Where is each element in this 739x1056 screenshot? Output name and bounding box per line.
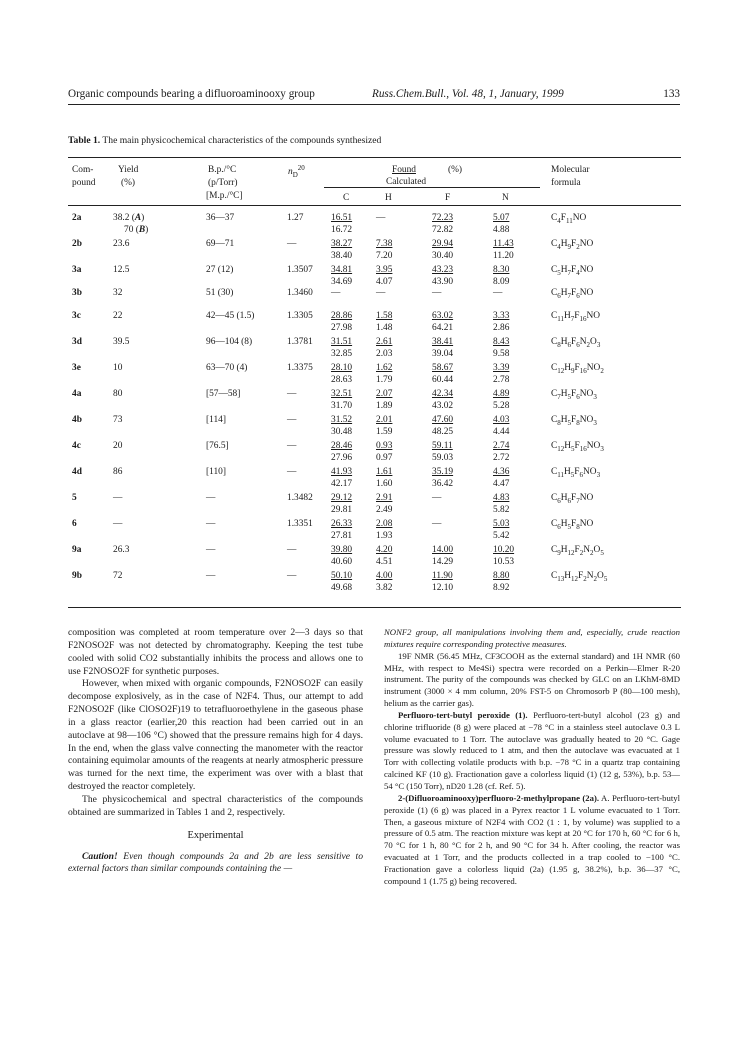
cell-calc-n: 10.53 [493, 557, 515, 567]
cell-found-c: 38.27 [331, 239, 353, 249]
cell-molecular-formula: $C_7H_5F_6NO_3$ [551, 389, 597, 401]
cell-found-c: 29.12 [331, 493, 353, 503]
header-bp-3: [M.p./°C] [206, 191, 243, 201]
cell-calc-c: 49.68 [331, 583, 353, 593]
header-bp-2: (p/Torr) [208, 178, 238, 188]
cell-found-c: — [331, 288, 341, 298]
header-h: H [385, 193, 392, 203]
cell-molecular-formula: $C_{13}H_{12}F_2N_2O_5$ [551, 571, 608, 583]
left-paragraph-2: However, when mixed with organic compounds, F2NOSO2F can easily decompose explosively, as in the case of N2F4. Thus, our attempt to add F2NOSO2F (like ClOSO2F)19 to tetrafluoroethylene in the gaseous phase in a glass reactor (earlier,20 this reaction had been carried out in an autoclave at 98—106 °C) showed that the pressure remains high for 4 days. In the end, when the glass valve connecting the manometer with the reactor containing equimolar amounts of the reagents at nearly atmospheric pressure was turned for the next time, the experiment was over with a blast that destroyed the reactor completely. [68, 678, 363, 793]
cell-found-f: 63.02 [432, 311, 454, 321]
cell-compound-id: 2b [72, 239, 82, 249]
cell-found-h: 1.62 [376, 363, 393, 373]
cell-calc-n: 5.28 [493, 401, 510, 411]
cell-calc-f: 36.42 [432, 479, 454, 489]
cell-refractive-index: 1.3781 [287, 337, 313, 347]
cell-calc-n: 2.72 [493, 453, 510, 463]
header-compound-1: Com- [72, 165, 94, 175]
header-f: F [445, 193, 451, 203]
cell-calc-n: 2.86 [493, 323, 510, 333]
cell-calc-n: 11.20 [493, 251, 514, 261]
cell-molecular-formula: $C_6H_6F_7NO$ [551, 493, 594, 505]
cell-calc-c: 28.63 [331, 375, 353, 385]
cell-compound-id: 6 [72, 519, 77, 529]
cell-calc-f: 43.90 [432, 277, 454, 287]
header-formula-1: Molecular [551, 165, 590, 175]
cell-calc-c: 27.96 [331, 453, 353, 463]
cell-found-n: 8.43 [493, 337, 510, 347]
cell-calc-n: 8.09 [493, 277, 510, 287]
cell-found-c: 28.46 [331, 441, 353, 451]
cell-boiling-point: 36—37 [206, 213, 235, 223]
table-caption-text: The main physicochemical characteristics of the compounds synthesized [102, 135, 382, 146]
cell-refractive-index: 1.3375 [287, 363, 313, 373]
cell-boiling-point: 63—70 (4) [206, 363, 248, 373]
left-column [68, 627, 363, 876]
cell-calc-c: 40.60 [331, 557, 353, 567]
cell-boiling-point: [110] [206, 467, 226, 477]
cell-calc-c: 34.69 [331, 277, 353, 287]
cell-yield: 73 [113, 415, 123, 425]
cell-yield: 72 [113, 571, 123, 581]
cell-boiling-point: — [206, 571, 216, 581]
cell-calc-h: 1.48 [376, 323, 393, 333]
right-paragraph-2: 19F NMR (56.45 MHz, CF3COOH as the external standard) and 1H NMR (60 MHz, with respect to Me4Si) spectra were recorded on a Perkin—Elmer R-20 instrument. The purity of the compounds was checked by GLC on an LKhM-8MD instrument (3000 × 4 mm column, 20% FST-5 on Chromosorb P (80—100 mesh), helium as the carrier gas). [384, 650, 680, 709]
cell-refractive-index: — [287, 389, 297, 399]
cell-compound-id: 4a [72, 389, 82, 399]
cell-yield: — [113, 493, 123, 503]
cell-calc-c: 16.72 [331, 225, 353, 235]
cell-refractive-index: 1.3351 [287, 519, 313, 529]
cell-calc-h: 1.89 [376, 401, 393, 411]
cell-calc-n: 4.47 [493, 479, 510, 489]
cell-found-h: 2.07 [376, 389, 393, 399]
cell-calc-f: 72.82 [432, 225, 454, 235]
cell-found-h: 2.91 [376, 493, 393, 503]
cell-refractive-index: — [287, 415, 297, 425]
table-found-rule [324, 187, 540, 188]
cell-molecular-formula: $C_4H_9F_2NO$ [551, 239, 594, 251]
cell-compound-id: 9a [72, 545, 82, 555]
cell-found-f: 14.00 [432, 545, 454, 555]
cell-calc-f: 14.29 [432, 557, 454, 567]
header-yield-2: (%) [121, 178, 136, 188]
cell-boiling-point: 27 (12) [206, 265, 234, 275]
cell-compound-id: 9b [72, 571, 82, 581]
cell-molecular-formula: $C_{11}H_5F_6NO_3$ [551, 467, 601, 479]
left-paragraph-3: The physicochemical and spectral characteristics of the compounds obtained are summarized in Tables 1 and 2, respectively. [68, 793, 363, 818]
cell-boiling-point: 69—71 [206, 239, 235, 249]
cell-refractive-index: 1.27 [287, 213, 304, 223]
cell-calc-h: 3.82 [376, 583, 393, 593]
cell-calc-h: 7.20 [376, 251, 393, 261]
cell-calc-n: 4.44 [493, 427, 510, 437]
cell-found-n: 5.03 [493, 519, 510, 529]
cell-compound-id: 2a [72, 213, 82, 223]
cell-calc-c: 42.17 [331, 479, 353, 489]
cell-found-c: 50.10 [331, 571, 353, 581]
cell-found-f: 43.23 [432, 265, 454, 275]
running-header [68, 88, 680, 105]
cell-calc-n: 9.58 [493, 349, 510, 359]
cell-calc-n: 8.92 [493, 583, 510, 593]
cell-calc-c: 27.81 [331, 531, 353, 541]
running-title: Organic compounds bearing a difluoroaminooxy group [68, 88, 315, 100]
cell-refractive-index: 1.3460 [287, 288, 313, 298]
cell-calc-h: 0.97 [376, 453, 393, 463]
cell-calc-n: 2.78 [493, 375, 510, 385]
cell-compound-id: 3c [72, 311, 81, 321]
cell-molecular-formula: $C_{11}H_7F_{16}NO$ [551, 311, 601, 323]
section-heading: Experimental [187, 829, 244, 841]
cell-found-n: 2.74 [493, 441, 510, 451]
cell-yield: — [113, 519, 123, 529]
header-n: N [502, 193, 509, 203]
cell-calc-f: 39.04 [432, 349, 454, 359]
cell-calc-h: 2.49 [376, 505, 393, 515]
cell-yield: 38.2 (A) [113, 213, 145, 223]
cell-calc-h: 4.51 [376, 557, 393, 567]
cell-found-c: 31.51 [331, 337, 353, 347]
cell-yield: 22 [113, 311, 123, 321]
cell-found-n: 4.83 [493, 493, 510, 503]
cell-found-c: 16.51 [331, 213, 353, 223]
cell-found-h: 7.38 [376, 239, 393, 249]
cell-refractive-index: 1.3507 [287, 265, 313, 275]
cell-calc-h: 4.07 [376, 277, 393, 287]
cell-found-f: 38.41 [432, 337, 454, 347]
cell-found-c: 31.52 [331, 415, 353, 425]
cell-found-h: 1.61 [376, 467, 393, 477]
cell-refractive-index: — [287, 467, 297, 477]
header-refractive-index: $n_D^{20}$ [288, 164, 305, 179]
cell-compound-id: 5 [72, 493, 77, 503]
cell-calc-n: 5.82 [493, 505, 510, 515]
right-paragraph-4: 2-(Difluoroaminooxy)perfluoro-2-methylpropane (2a). A. Perfluoro-tert-butyl peroxide (1) (6 g) was placed in a Pyrex reactor 1 L volume evacuated to 1 Torr. Then, a gaseous mixture of N2F4 with CO2 (1 : 1, by volume) was supplied to a pressure of 0.5 atm. The reaction mixture was kept at 20 °C for 170 h, 60 °C for 6 h, 70 °C for 1 h, 80 °C for 2 h, and 90 °C for 34 h. After cooling, the reactor was evacuated at 1 Torr, and the products collected in a trap cooled to −100 °C. Fractionation gave a colorless liquid (2a) (1.95 g, 38.2%), b.p. 36—37 °C, compound 1 (1.75 g) being recovered. [384, 792, 680, 886]
cell-found-n: — [493, 288, 503, 298]
cell-yield: 12.5 [113, 265, 130, 275]
cell-refractive-index: — [287, 545, 297, 555]
cell-compound-id: 3e [72, 363, 81, 373]
cell-yield: 23.6 [113, 239, 130, 249]
cell-yield: 10 [113, 363, 123, 373]
cell-found-f: 42.34 [432, 389, 454, 399]
cell-calc-c: 27.98 [331, 323, 353, 333]
cell-boiling-point: — [206, 545, 216, 555]
cell-calc-c: 29.81 [331, 505, 353, 515]
cell-found-c: 26.33 [331, 519, 353, 529]
header-c: C [343, 193, 350, 203]
cell-calc-f: 43.02 [432, 401, 454, 411]
header-calculated: Calculated [386, 177, 427, 187]
cell-found-h: 2.08 [376, 519, 393, 529]
cell-calc-c: 31.70 [331, 401, 353, 411]
header-bp-1: B.p./°C [208, 165, 237, 175]
table-header-rule [68, 205, 681, 206]
table-top-rule [68, 157, 681, 158]
cell-boiling-point: [76.5] [206, 441, 229, 451]
cell-calc-f: 30.40 [432, 251, 454, 261]
cell-calc-f: 12.10 [432, 583, 454, 593]
right-column [384, 627, 680, 888]
cell-molecular-formula: $C_6H_7F_6NO$ [551, 288, 594, 300]
cell-found-f: 47.60 [432, 415, 454, 425]
cell-found-h: 2.01 [376, 415, 393, 425]
cell-compound-id: 3a [72, 265, 82, 275]
cell-molecular-formula: $C_8H_6F_6N_2O_3$ [551, 337, 601, 349]
cell-yield: 32 [113, 288, 123, 298]
cell-found-h: 3.95 [376, 265, 393, 275]
cell-found-n: 5.07 [493, 213, 510, 223]
header-compound-2: pound [72, 178, 96, 188]
cell-yield: 26.3 [113, 545, 130, 555]
cell-calc-c: 38.40 [331, 251, 353, 261]
cell-calc-h: 1.59 [376, 427, 393, 437]
cell-found-c: 41.93 [331, 467, 353, 477]
cell-found-n: 11.43 [493, 239, 514, 249]
cell-found-f: 29.94 [432, 239, 454, 249]
cell-found-f: — [432, 288, 442, 298]
cell-calc-h: 2.03 [376, 349, 393, 359]
cell-yield: 80 [113, 389, 123, 399]
cell-calc-n: 5.42 [493, 531, 510, 541]
cell-boiling-point: — [206, 519, 216, 529]
cell-yield: 20 [113, 441, 123, 451]
cell-found-n: 3.39 [493, 363, 510, 373]
cell-found-f: — [432, 493, 442, 503]
cell-boiling-point: 96—104 (8) [206, 337, 253, 347]
cell-boiling-point: 51 (30) [206, 288, 234, 298]
cell-found-h: 0.93 [376, 441, 393, 451]
table-bottom-rule [68, 607, 681, 608]
cell-calc-h: 1.60 [376, 479, 393, 489]
cell-refractive-index: — [287, 571, 297, 581]
cell-molecular-formula: $C_6H_5F_8NO$ [551, 519, 594, 531]
cell-molecular-formula: $C_{12}H_5F_{16}NO_3$ [551, 441, 604, 453]
cell-found-n: 8.30 [493, 265, 510, 275]
cell-found-c: 39.80 [331, 545, 353, 555]
cell-found-c: 28.10 [331, 363, 353, 373]
cell-molecular-formula: $C_5H_7F_4NO$ [551, 265, 594, 277]
right-paragraph-3: Perfluoro-tert-butyl peroxide (1). Perfluoro-tert-butyl alcohol (23 g) and chlorine trifluoride (8 g) were placed at −78 °C in a stainless steel autoclave 0.3 L volume evacuated to 1 Torr. The autoclave was gradually heated to 20 °C. Gage pressure was slowly reduced to 1 atm, and then the autoclave was evacuated at 1 Torr with collecting volatile products with b.p. −78 °C in a quartz trap containing calcined KF (10 g). Fractionation gave a colorless liquid (1) (12 g, 53%), b.p. 53—54 °C (150 Torr), nD20 1.28 (cf. Ref. 5). [384, 709, 681, 791]
cell-found-f: — [432, 519, 442, 529]
cell-found-c: 32.51 [331, 389, 353, 399]
cell-found-c: 34.81 [331, 265, 353, 275]
cell-found-h: 2.61 [376, 337, 393, 347]
cell-molecular-formula: $C_4F_{11}NO$ [551, 213, 587, 225]
header-formula-2: formula [551, 178, 581, 188]
header-yield-1: Yield [118, 165, 139, 175]
cell-found-n: 8.80 [493, 571, 510, 581]
cell-found-n: 3.33 [493, 311, 510, 321]
cell-found-f: 35.19 [432, 467, 454, 477]
cell-refractive-index: 1.3482 [287, 493, 313, 503]
cell-compound-id: 3b [72, 288, 82, 298]
cell-calc-f: 59.03 [432, 453, 454, 463]
cell-found-n: 10.20 [493, 545, 515, 555]
cell-found-f: 58.67 [432, 363, 454, 373]
cell-yield: 86 [113, 467, 123, 477]
cell-calc-f: 64.21 [432, 323, 454, 333]
cell-found-f: 59.11 [432, 441, 453, 451]
table-caption [68, 135, 381, 146]
cell-refractive-index: — [287, 239, 297, 249]
cell-refractive-index: — [287, 441, 297, 451]
cell-calc-f: 48.25 [432, 427, 454, 437]
cell-found-h: — [376, 288, 386, 298]
cell-yield: 39.5 [113, 337, 130, 347]
cell-boiling-point: [57—58] [206, 389, 241, 399]
cell-found-h: 1.58 [376, 311, 393, 321]
cell-found-f: 11.90 [432, 571, 453, 581]
page-number: 133 [663, 88, 680, 100]
cell-molecular-formula: $C_{12}H_9F_{16}NO_2$ [551, 363, 604, 375]
cell-boiling-point: 42—45 (1.5) [206, 311, 255, 321]
cell-found-n: 4.89 [493, 389, 510, 399]
cell-compound-id: 3d [72, 337, 82, 347]
left-paragraph-1: composition was completed at room temperature over 2—3 days so that F2NOSO2F was not detected by chromatography. Keeping the test tube cooled with solid CO2 substantially inhibits the process and allows one to use F2NOSO2F for synthetic purposes. [68, 627, 363, 677]
cell-found-c: 28.86 [331, 311, 353, 321]
cell-compound-id: 4b [72, 415, 82, 425]
cell-calc-n: 4.88 [493, 225, 510, 235]
cell-boiling-point: — [206, 493, 216, 503]
cell-molecular-formula: $C_9H_{12}F_2N_2O_5$ [551, 545, 604, 557]
cell-molecular-formula: $C_8H_5F_8NO_3$ [551, 415, 597, 427]
cell-found-n: 4.36 [493, 467, 510, 477]
cell-compound-id: 4d [72, 467, 82, 477]
cell-compound-id: 4c [72, 441, 81, 451]
cell-found-h: 4.00 [376, 571, 393, 581]
journal-citation: Russ.Chem.Bull., Vol. 48, 1, January, 1999 [372, 88, 564, 100]
cell-boiling-point: [114] [206, 415, 226, 425]
cell-yield-alt: 70 (B) [124, 225, 149, 235]
cell-found-f: 72.23 [432, 213, 454, 223]
cell-refractive-index: 1.3305 [287, 311, 313, 321]
cell-calc-c: 30.48 [331, 427, 353, 437]
header-percent: (%) [448, 165, 463, 175]
table-caption-label: Table 1. [68, 135, 101, 146]
cell-found-h: — [376, 213, 386, 223]
cell-calc-f: 60.44 [432, 375, 454, 385]
cell-calc-h: 1.93 [376, 531, 393, 541]
cell-calc-h: 1.79 [376, 375, 393, 385]
right-paragraph-1: NONF2 group, all manipulations involving them and, especially, crude reaction mixtures require corresponding protective measures. [384, 627, 680, 649]
caution-paragraph: Caution! Even though compounds 2a and 2b are less sensitive to external factors than similar compounds containing the — [68, 850, 363, 875]
header-found: Found [392, 165, 416, 175]
cell-found-n: 4.03 [493, 415, 510, 425]
cell-found-h: 4.20 [376, 545, 393, 555]
cell-calc-c: 32.85 [331, 349, 353, 359]
